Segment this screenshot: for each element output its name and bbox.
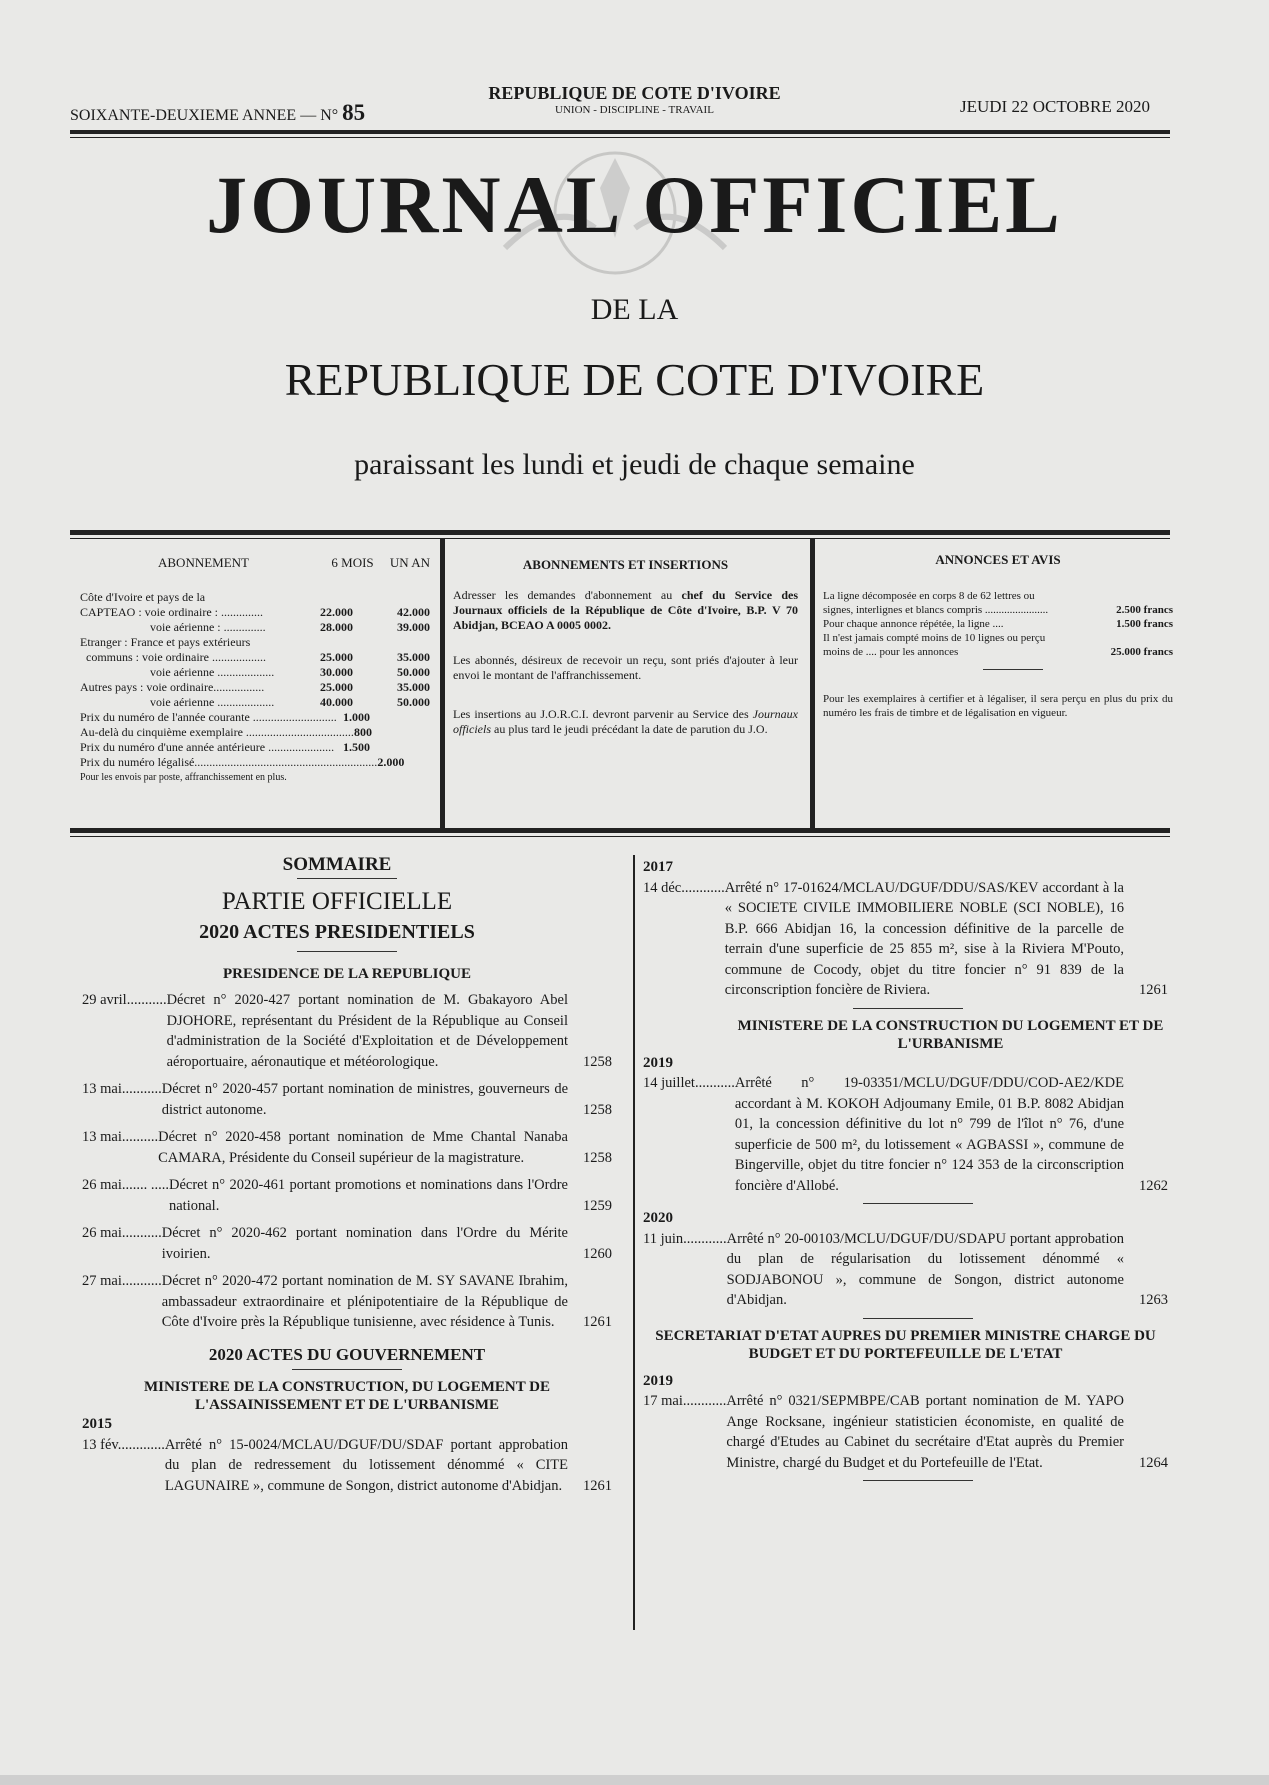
entry-page-number: 1258 [583, 1101, 612, 1118]
issue-price-row: Au-delà du cinquième exemplaire .................................... 800 [80, 725, 372, 739]
notice-separator [983, 669, 1043, 670]
box-bottom-rule-thin [70, 836, 1170, 837]
republic-name: REPUBLIQUE DE COTE D'IVOIRE [488, 83, 781, 103]
summary-right-column [643, 857, 1168, 1481]
entry-text: Décret n° 2020-461 portant promotions et nominations dans l'Ordre national. [169, 1177, 568, 1214]
issue-date: JEUDI 22 OCTOBRE 2020 [960, 97, 1150, 116]
subscription-rate-row: voie aérienne ................... 40.000 50.000 [150, 695, 430, 709]
entry-date: 27 mai........... [82, 1273, 162, 1289]
entry-text: Arrêté n° 17-01624/MCLAU/DGUF/DDU/SAS/KEV accordant à la « SOCIETE CIVILE IMMOBILIERE NOBLE (SCI NOBLE), 16 B.P. 666 Abidjan 16, la concession définitive de la parcelle de terrain d'une superficie de 25 855 m², sise à la Riviera M'Pouto, commune de Cocody, objet du titre foncier n° 91 839 de la circonscription foncière de Riviera. [724, 879, 1124, 998]
subscription-title: ABONNEMENT [158, 555, 249, 570]
entry-text: Arrêté n° 20-00103/MCLU/DGUF/DU/SDAPU portant approbation du plan de régularisation du lotissement dénommé « SODJABONOU », commune de Songon, district autonome d'Abidjan. [726, 1230, 1124, 1308]
insertions-deadline: Les insertions au J.O.R.C.I. devront parvenir au Service des Journaux officiels au plus tard le jeudi précédant la date de parution du J.O. [453, 707, 798, 736]
summary-title-rule [297, 878, 397, 879]
presidential-decrees-list [82, 990, 612, 1333]
publication-frequency: paraissant les lundi et jeudi de chaque semaine [354, 448, 915, 481]
summary-entry [82, 1127, 612, 1168]
issue-price-row: Prix du numéro légalisé............................................................. 2.000 [80, 755, 405, 769]
summary-title: SOMMAIRE [282, 854, 392, 875]
notice-repeat-line: Pour chaque annonce répétée, la ligne .... 1.500 francs [823, 618, 1173, 630]
decree-entry-2019-b [643, 1391, 1168, 1473]
secretariat-budget-title: SECRETARIAT D'ETAT AUPRES DU PREMIER MINISTRE CHARGE DU BUDGET ET DU PORTEFEUILLE DE L'ETAT [655, 1327, 1156, 1362]
summary-entry [643, 878, 1168, 1001]
entry-text: Décret n° 2020-462 portant nomination dans l'Ordre du Mérite ivoirien. [161, 1225, 568, 1262]
page-bottom-edge [0, 1775, 1269, 1785]
column-divider [633, 855, 635, 1630]
subscription-header [80, 555, 430, 570]
box-top-rule-thin [70, 538, 1170, 539]
entry-date: 13 mai........... [82, 1081, 162, 1097]
summary-left-column [82, 855, 612, 1503]
entry-text: Décret n° 2020-457 portant nomination de ministres, gouverneurs de district autonome. [161, 1081, 568, 1118]
decree-entry-2020 [643, 1229, 1168, 1311]
notices-box [823, 553, 1173, 720]
box-divider-2 [810, 538, 815, 828]
subtitle-de-la: DE LA [590, 293, 679, 326]
postage-note: Pour les envois par poste, affranchissement en plus. [80, 772, 287, 783]
insertions-address: Adresser les demandes d'abonnement au chef du Service des Journaux officiels de la République de Côte d'Ivoire, B.P. V 70 Abidjan, BCEAO A 0005 0002. [453, 588, 798, 632]
entry-page-number: 1263 [1139, 1292, 1168, 1308]
decree-entry-2015 [82, 1435, 612, 1497]
entry-page-number: 1259 [583, 1197, 612, 1214]
header-rule-thin [70, 137, 1170, 138]
entry-date: 17 mai............ [643, 1393, 727, 1409]
subscription-rate-row: Autres pays : voie ordinaire................. 25.000 35.000 [80, 680, 430, 694]
summary-entry [643, 1391, 1168, 1473]
presidential-acts-title: 2020 ACTES PRESIDENTIELS [199, 920, 475, 943]
subscription-intro: Côte d'Ivoire et pays de la [80, 590, 206, 604]
section-rule-2 [292, 1369, 402, 1370]
issue-price-row: Prix du numéro d'une année antérieure ...................... 1.500 [80, 740, 370, 754]
summary-entry [82, 1079, 612, 1120]
entry-page-number: 1261 [583, 1477, 612, 1494]
insertions-box [453, 557, 798, 737]
entry-page-number: 1261 [583, 1314, 612, 1330]
col-six-months: 6 MOIS [331, 555, 374, 570]
entry-date: 29 avril........... [82, 992, 167, 1008]
subscription-box [80, 555, 430, 785]
col-one-year: UN AN [389, 555, 430, 570]
box-divider-1 [440, 538, 445, 828]
subscription-rate-row: voie aérienne ................... 30.000 50.000 [150, 665, 430, 679]
decree-entry-2017 [643, 878, 1168, 1001]
entry-page-number: 1262 [1139, 1177, 1168, 1194]
notices-title: ANNONCES ET AVIS [935, 552, 1061, 567]
insertions-title: ABONNEMENTS ET INSERTIONS [522, 557, 729, 572]
entry-separator-4 [863, 1480, 973, 1481]
issue-price-row: Prix du numéro de l'année courante ............................ 1.000 [80, 710, 370, 724]
entry-text: Arrêté n° 0321/SEPMBPE/CAB portant nomination de M. YAPO Ange Rocksane, ingénieur statisticien économiste, en qualité de chargé d'Etudes au Cabinet du secrétaire d'Etat auprès du Premier Ministre, chargé du Budget et du Portefeuille de l'Etat. [726, 1393, 1124, 1471]
insertions-receipt-note: Les abonnés, désireux de recevoir un reçu, sont priés d'ajouter à leur envoi le montant de l'affranchissement. [453, 653, 798, 682]
section-rule [297, 951, 397, 952]
issue-number: 85 [342, 100, 366, 125]
entry-text: Arrêté n° 15-0024/MCLAU/DGUF/DU/SDAF portant approbation du plan de redressement du lotissement dénommé « CITE LAGUNAIRE », commune de Songon, district autonome d'Abidjan. [164, 1436, 568, 1494]
entry-page-number: 1258 [583, 1149, 612, 1166]
entry-date: 26 mai....... ..... [82, 1177, 169, 1193]
subscription-rate-row: Etranger : France et pays extérieurs [80, 635, 251, 649]
summary-entry [82, 1271, 612, 1333]
subscription-rates [80, 605, 430, 710]
summary-entry [82, 990, 612, 1072]
box-top-rule [70, 530, 1170, 535]
entry-date: 26 mai........... [82, 1225, 162, 1241]
issue-year: SOIXANTE-DEUXIEME ANNEE — N° [70, 107, 339, 124]
government-acts-title: 2020 ACTES DU GOUVERNEMENT [208, 1344, 486, 1364]
republic-title: REPUBLIQUE DE COTE D'IVOIRE [284, 354, 985, 405]
year-2019: 2019 [643, 1054, 673, 1071]
year-2015: 2015 [82, 1416, 112, 1432]
notice-rate-line: La ligne décomposée en corps 8 de 62 lettres ou signes, interlignes et blancs compris ....................... 2.500 francs [823, 590, 1173, 616]
year-2020: 2020 [643, 1210, 673, 1226]
official-part-title: PARTIE OFFICIELLE [221, 887, 453, 915]
summary-entry [82, 1223, 612, 1264]
summary-entry [82, 1435, 612, 1497]
ministry-construction-title-2: MINISTERE DE LA CONSTRUCTION DU LOGEMENT ET DE L'URBANISME [737, 1017, 1164, 1052]
entry-date: 13 fév............. [82, 1436, 165, 1453]
summary-entry [643, 1073, 1168, 1196]
year-2017: 2017 [643, 859, 673, 875]
notice-minimum-line: Il n'est jamais compté moins de 10 lignes ou perçu moins de .... pour les annonces 25.000 francs [823, 632, 1173, 658]
summary-entry [643, 1229, 1168, 1311]
year-2019-b: 2019 [643, 1372, 673, 1389]
summary-entry [82, 1175, 612, 1216]
entry-separator [853, 1008, 963, 1009]
subscription-rate-row: voie aérienne : .............. 28.000 39.000 [150, 620, 430, 634]
issue-prices [80, 710, 430, 770]
entry-date: 14 déc............ [643, 879, 725, 896]
entry-text: Décret n° 2020-458 portant nomination de Mme Chantal Nanaba CAMARA, Présidente du Conseil supérieur de la magistrature. [158, 1129, 568, 1166]
box-bottom-rule [70, 828, 1170, 833]
entry-date: 13 mai.......... [82, 1129, 159, 1145]
entry-page-number: 1264 [1139, 1454, 1168, 1471]
subscription-rate-row: CAPTEAO : voie ordinaire : .............. 22.000 42.000 [80, 605, 430, 619]
entry-page-number: 1258 [583, 1053, 612, 1070]
entry-page-number: 1260 [583, 1245, 612, 1262]
national-motto: UNION - DISCIPLINE - TRAVAIL [555, 104, 714, 116]
subscription-rate-row: communs : voie ordinaire .................. 25.000 35.000 [86, 650, 430, 664]
journal-title: JOURNAL OFFICIEL [206, 159, 1063, 250]
header-rule [70, 130, 1170, 134]
entry-text: Arrêté n° 19-03351/MCLU/DGUF/DDU/COD-AE2/KDE accordant à M. KOKOH Adjoumany Emile, 01 B.P. 8082 Abidjan 01, la concession définitive du lot n° 799 de l'îlot n° 76, d'une superficie de 500 m², du lotissement « AGBASSI », commune de Bingerville, objet du titre foncier n° 124 353 de la circonscription foncière d'Allobé. [734, 1075, 1124, 1194]
legalisation-note: Pour les exemplaires à certifier et à légaliser, il sera perçu en plus du prix du numéro les frais de timbre et de légalisation en vigueur. [823, 693, 1173, 719]
entry-text: Décret n° 2020-472 portant nomination de M. SY SAVANE Ibrahim, ambassadeur extraordinaire et plénipotentiaire de la République de Côte d'Ivoire près la République tunisienne, avec résidence à Tunis. [161, 1273, 568, 1330]
entry-date: 11 juin............ [643, 1230, 727, 1247]
entry-separator-2 [863, 1203, 973, 1204]
presidency-title: PRESIDENCE DE LA REPUBLIQUE [223, 965, 471, 982]
entry-date: 14 juillet........... [643, 1075, 735, 1091]
decree-entry-2019-a [643, 1073, 1168, 1196]
ministry-construction-title: MINISTERE DE LA CONSTRUCTION, DU LOGEMENT DE L'ASSAINISSEMENT ET DE L'URBANISME [143, 1379, 551, 1413]
entry-page-number: 1261 [1139, 982, 1168, 998]
entry-text: Décret n° 2020-427 portant nomination de M. Gbakayoro Abel DJOHORE, représentant du Président de la République au Conseil d'administration de la Société d'Exploitation et de Développement aéroportuaire, aéronautique et météorologique. [166, 992, 568, 1070]
entry-separator-3 [863, 1318, 973, 1319]
